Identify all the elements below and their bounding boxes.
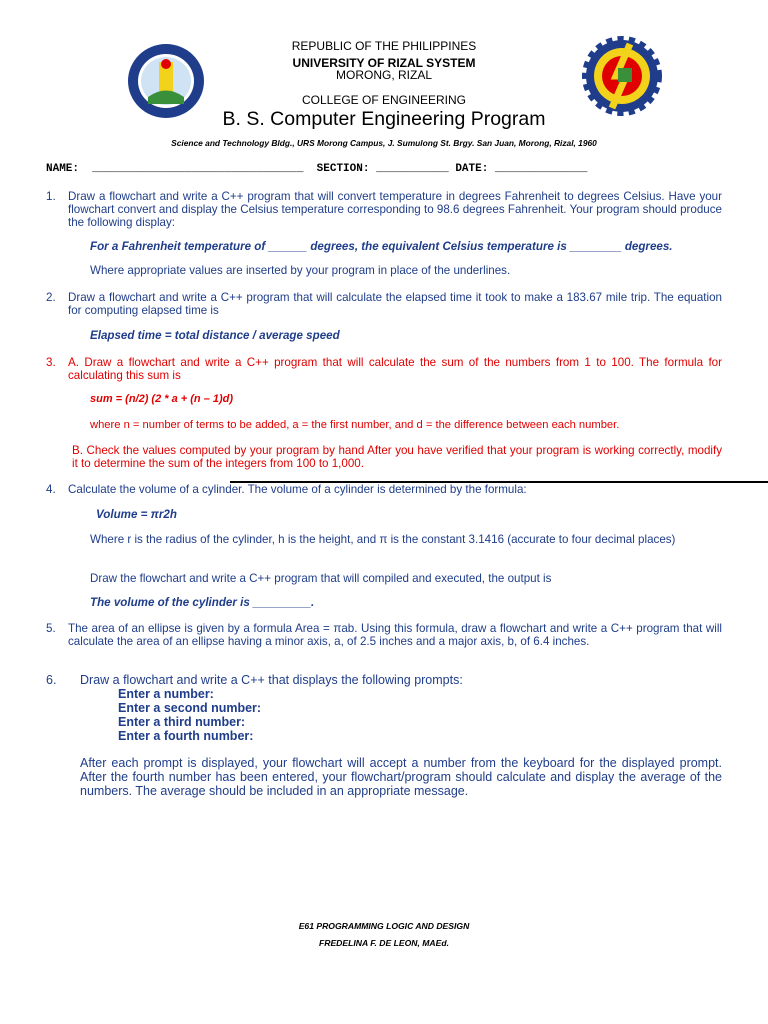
q1-text: Draw a flowchart and write a C++ program that will convert temperature in degrees Fahrenheit to degrees Celsius. Have your flowchart convert and display the Celsius temperature corresponding to 98.6 degrees Fahrenheit. Your program should produce the following display: <box>68 190 722 229</box>
q6-prompt: Enter a number: <box>118 687 214 701</box>
date-label: DATE: <box>455 163 489 175</box>
address-line: Science and Technology Bldg., URS Morong Campus, J. Sumulong St. Brgy. San Juan, Morong, Rizal, 1960 <box>171 138 597 148</box>
name-blank: ________________________________ <box>92 163 304 175</box>
college-name: COLLEGE OF ENGINEERING <box>301 93 467 107</box>
q4-text: Calculate the volume of a cylinder. The volume of a cylinder is determined by the formula: <box>68 483 527 496</box>
q3-text: A. Draw a flowchart and write a C++ program that will calculate the sum of the numbers from 1 to 100. The formula for calculating this sum is <box>68 356 722 382</box>
q1-display: For a Fahrenheit temperature of ______ degrees, the equivalent Celsius temperature is ________ degrees. <box>90 240 673 253</box>
q2-text: Draw a flowchart and write a C++ program that will calculate the elapsed time it took to make a 183.67 mile trip. The equation for computing elapsed time is <box>68 291 722 317</box>
q6-after: After each prompt is displayed, your flowchart will accept a number from the keyboard for the displayed prompt. After the fourth number has been entered, your flowchart/program should calculate and display the average of the numbers. The average should be included in an appropriate message. <box>80 756 722 798</box>
q6-prompt: Enter a fourth number: <box>118 729 254 743</box>
q5-text: The area of an ellipse is given by a formula Area = πab. Using this formula, draw a flowchart and write a C++ program that will calculate the area of an ellipse having a minor axis, a, of 2.5 inches and a major axis, b, of 6.4 inches. <box>68 622 722 648</box>
student-info-line <box>46 163 587 175</box>
q4-number: 4. <box>46 483 56 496</box>
q5-number: 5. <box>46 622 56 635</box>
q3-number: 3. <box>46 356 56 369</box>
q4-formula: Volume = πr2h <box>96 508 177 521</box>
q4-output: The volume of the cylinder is _________. <box>90 596 315 609</box>
section-label: SECTION: <box>316 163 370 175</box>
q1-number: 1. <box>46 190 56 203</box>
program-title: B. S. Computer Engineering Program <box>222 108 546 130</box>
q6-prompt-list <box>118 687 261 743</box>
q1-note: Where appropriate values are inserted by your program in place of the underlines. <box>90 264 511 277</box>
q6-number: 6. <box>46 673 57 687</box>
q3-part-b: B. Check the values computed by your program by hand After you have verified that your program is working correctly, modify it to determine the sum of the integers from 100 to 1,000. <box>72 444 722 470</box>
footer-course: E61 PROGRAMMING LOGIC AND DESIGN <box>298 921 470 931</box>
q2-formula: Elapsed time = total distance / average speed <box>90 329 340 342</box>
q2-number: 2. <box>46 291 56 304</box>
name-label: NAME: <box>46 163 80 175</box>
q4-instruction: Draw the flowchart and write a C++ program that will compiled and executed, the output is <box>90 572 552 585</box>
footer-instructor: FREDELINA F. DE LEON, MAEd. <box>318 938 450 948</box>
section-blank: ___________ <box>376 163 449 175</box>
university-name: UNIVERSITY OF RIZAL SYSTEM <box>292 56 476 70</box>
q6-prompt: Enter a third number: <box>118 715 246 729</box>
q6-text: Draw a flowchart and write a C++ that displays the following prompts: <box>80 673 463 687</box>
q6-prompt: Enter a second number: <box>118 701 262 715</box>
date-blank: ______________ <box>494 163 588 175</box>
q3-formula: sum = (n/2) (2 * a + (n – 1)d) <box>90 393 234 405</box>
location-line: MORONG, RIZAL <box>335 68 432 82</box>
q3-where: where n = number of terms to be added, a = the first number, and d = the difference between each number. <box>90 419 620 431</box>
republic-line: REPUBLIC OF THE PHILIPPINES <box>291 39 477 53</box>
q4-where: Where r is the radius of the cylinder, h is the height, and π is the constant 3.1416 (accurate to four decimal places) <box>90 533 676 546</box>
